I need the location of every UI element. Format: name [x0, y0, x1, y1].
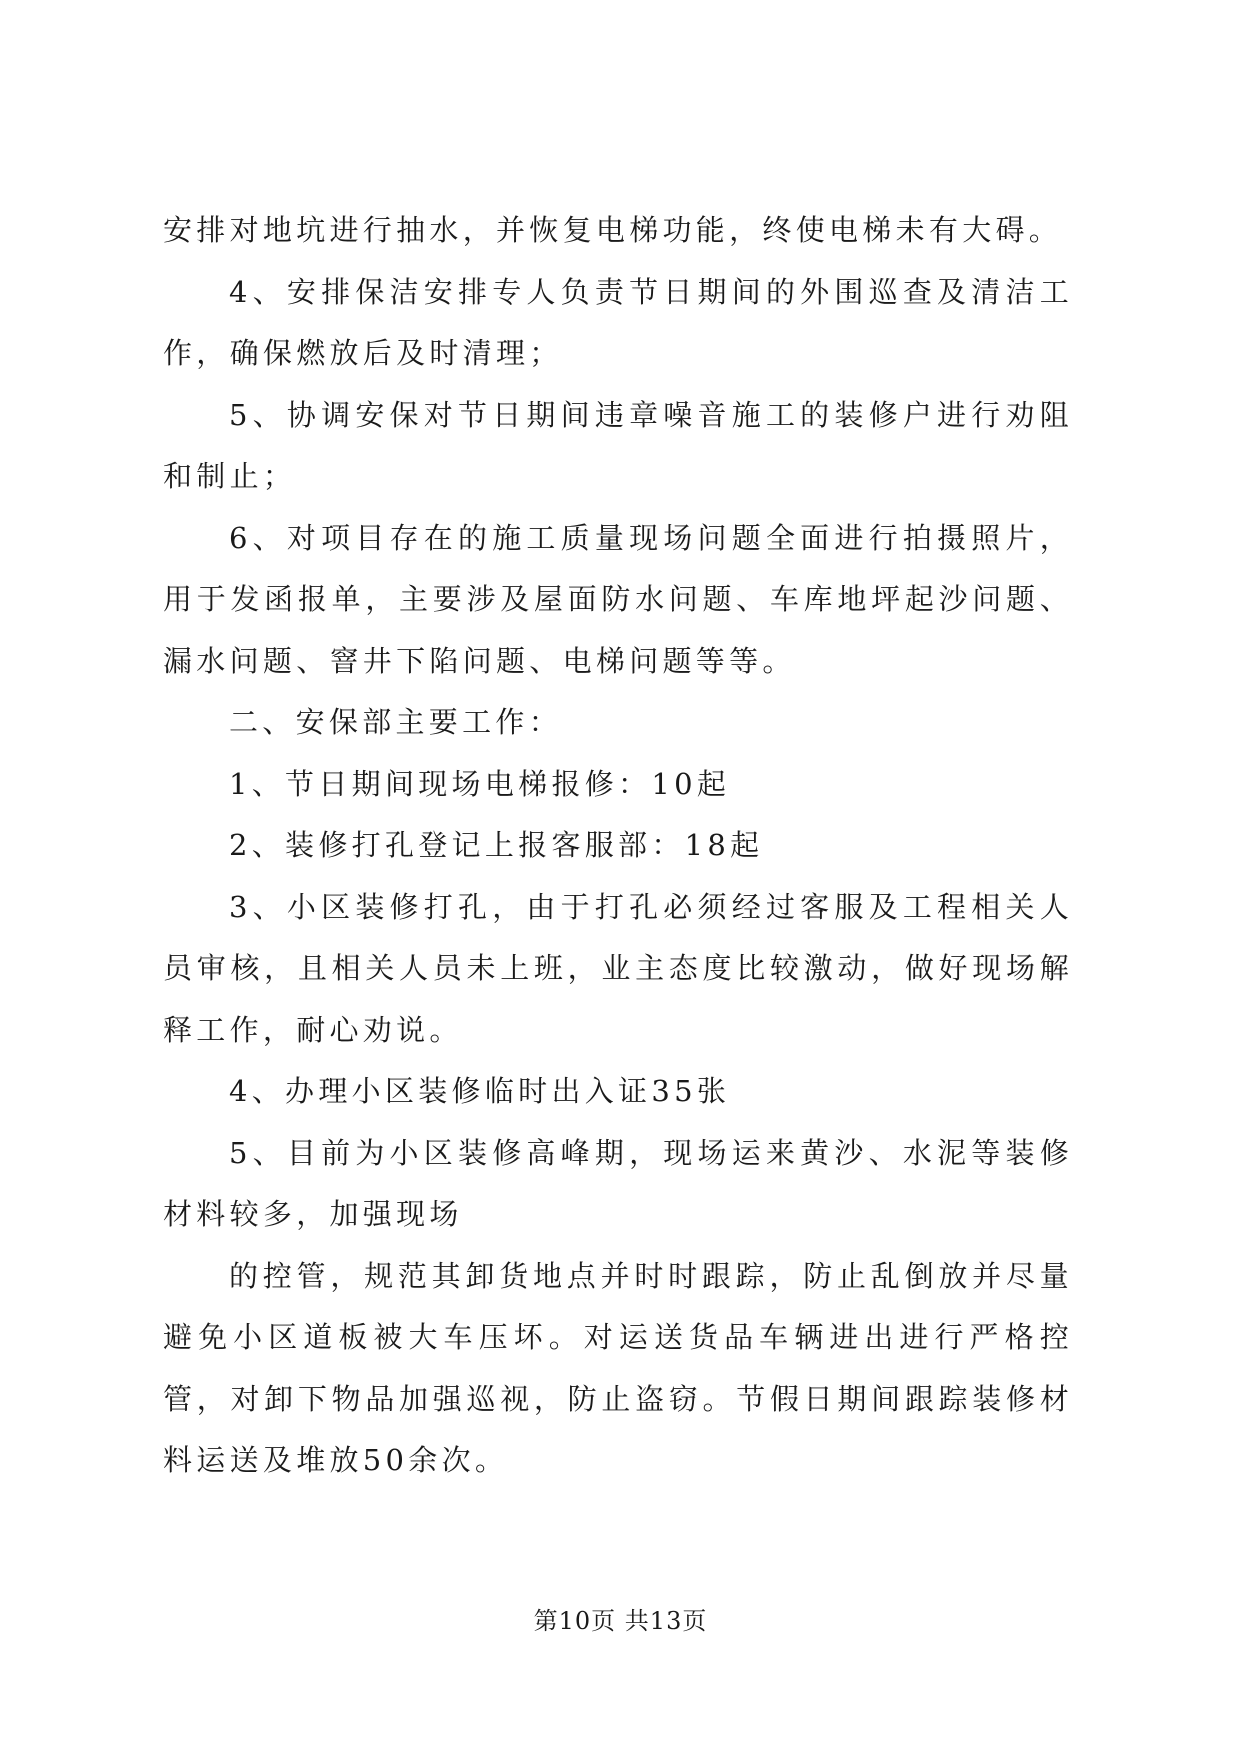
- paragraph-9: 4、办理小区装修临时出入证35张: [229, 1074, 731, 1108]
- paragraph-2: 4、安排保洁安排专人负责节日期间的外围巡查及清洁工作，确保燃放后及时清理；: [163, 274, 1073, 370]
- document-body: [163, 200, 1073, 1492]
- page-number-footer: 第10页 共13页: [533, 1607, 708, 1635]
- section-heading: 二、安保部主要工作：: [229, 705, 563, 739]
- paragraph-4: 6、对项目存在的施工质量现场问题全面进行拍摄照片，用于发函报单，主要涉及屋面防水问题、车库地坪起沙问题、漏水问题、窨井下陷问题、电梯问题等等。: [163, 520, 1073, 678]
- paragraph-8: 3、小区装修打孔，由于打孔必须经过客服及工程相关人员审核，且相关人员未上班，业主态度比较激动，做好现场解释工作，耐心劝说。: [163, 889, 1073, 1047]
- paragraph-3: 5、协调安保对节日期间违章噪音施工的装修户进行劝阻和制止；: [163, 397, 1073, 493]
- paragraph-1: 安排对地坑进行抽水，并恢复电梯功能，终使电梯未有大碍。: [163, 213, 1063, 247]
- paragraph-11: 的控管，规范其卸货地点并时时跟踪，防止乱倒放并尽量避免小区道板被大车压坏。对运送货品车辆进出进行严格控管，对卸下物品加强巡视，防止盗窃。节假日期间跟踪装修材料运送及堆放50余次。: [163, 1258, 1073, 1477]
- paragraph-10: 5、目前为小区装修高峰期，现场运来黄沙、水泥等装修材料较多，加强现场: [163, 1135, 1073, 1231]
- paragraph-6: 1、节日期间现场电梯报修：10起: [229, 766, 731, 801]
- paragraph-7: 2、装修打孔登记上报客服部：18起: [229, 828, 764, 862]
